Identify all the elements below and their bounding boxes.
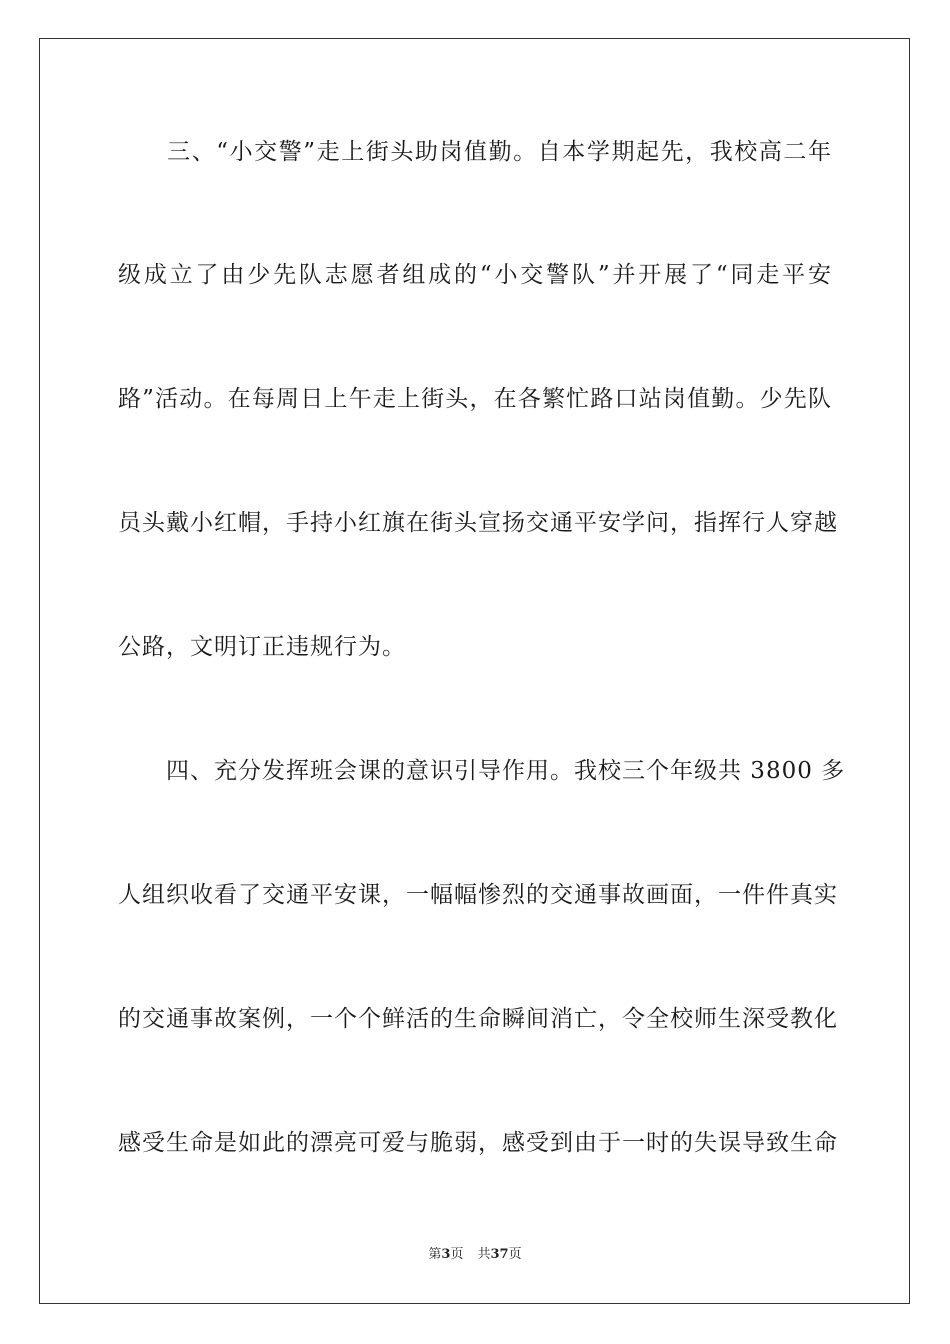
paragraph-1-line-4: 员头戴小红帽，手持小红旗在街头宣扬交通平安学问，指挥行人穿越	[118, 510, 838, 536]
paragraph-2-line-1: 四、充分发挥班会课的意识引导作用。我校三个年级共 3800 多	[118, 758, 846, 784]
paragraph-2-line-3: 的交通事故案例，一个个鲜活的生命瞬间消亡，令全校师生深受教化	[118, 1006, 838, 1032]
total-prefix: 共	[477, 1247, 491, 1262]
paragraph-2-line-2: 人组织收看了交通平安课，一幅幅惨烈的交通事故画面，一件件真实	[118, 882, 838, 908]
paragraph-1-line-2: 级成立了由少先队志愿者组成的“小交警队”并开展了“同走平安	[118, 262, 832, 288]
page-total: 37	[490, 1247, 509, 1262]
page-frame	[39, 38, 910, 1304]
page-prefix: 第	[428, 1247, 442, 1262]
total-suffix: 页	[508, 1247, 522, 1262]
paragraph-1-line-3: 路”活动。在每周日上午走上街头，在各繁忙路口站岗值勤。少先队	[118, 386, 832, 412]
paragraph-1-line-5: 公路，文明订正违规行为。	[118, 634, 406, 660]
page-current: 3	[441, 1247, 451, 1262]
page-suffix: 页	[450, 1247, 464, 1262]
page-footer	[0, 1246, 950, 1264]
paragraph-2-line-4: 感受生命是如此的漂亮可爱与脆弱，感受到由于一时的失误导致生命	[118, 1130, 838, 1156]
paragraph-1-line-1: 三、“小交警”走上街头助岗值勤。自本学期起先，我校高二年	[118, 139, 832, 165]
